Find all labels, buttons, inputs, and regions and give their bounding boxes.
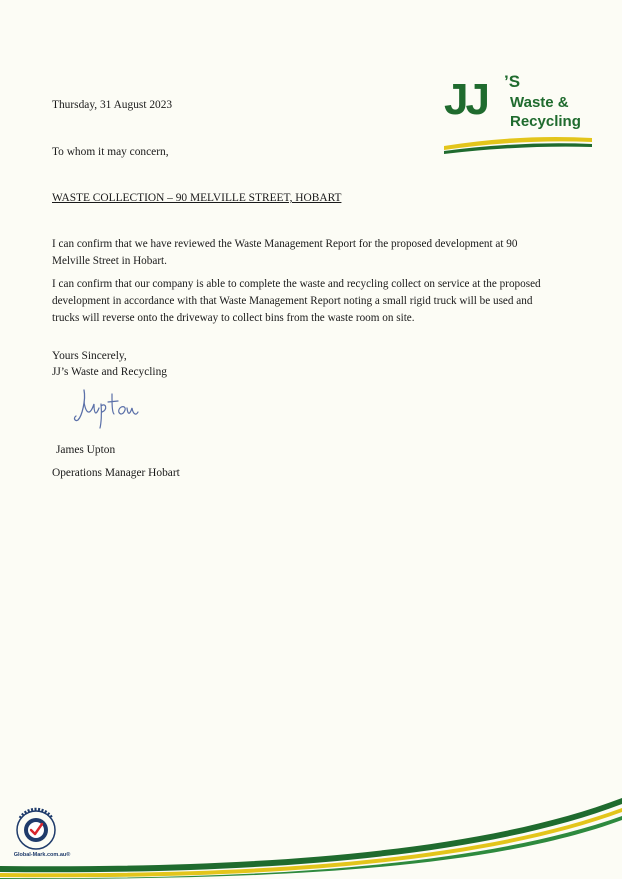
signer-name: James Upton bbox=[56, 444, 116, 456]
paragraph-1: I can confirm that we have reviewed the Waste Management Report for the proposed development at 90 Melville Street in Hobart. bbox=[52, 238, 518, 267]
logo-apostrophe: ’S bbox=[504, 72, 521, 91]
certification-badge bbox=[8, 802, 72, 864]
logo-line-2: Recycling bbox=[510, 113, 581, 130]
footer-swoosh bbox=[0, 790, 622, 879]
salutation: To whom it may concern, bbox=[52, 146, 169, 158]
certification-website: Global-Mark.com.au® bbox=[13, 852, 71, 858]
paragraph-2: I can confirm that our company is able to complete the waste and recycling collect on service at the proposed development in accordance with that Waste Management Report noting a small rigid truck will be used and trucks will reverse onto the driveway to collect bins from the waste room on site. bbox=[52, 278, 541, 324]
subject-line: WASTE COLLECTION – 90 MELVILLE STREET, HOBART bbox=[52, 192, 342, 204]
logo-mark: JJ bbox=[444, 75, 487, 124]
letter-date: Thursday, 31 August 2023 bbox=[52, 99, 173, 111]
signature bbox=[70, 386, 142, 430]
certification-seal-icon bbox=[8, 802, 72, 852]
logo-line-1: Waste & bbox=[510, 94, 569, 111]
company-logo bbox=[440, 70, 596, 156]
logo-stripes bbox=[440, 132, 596, 154]
closing: Yours Sincerely, bbox=[52, 350, 127, 362]
signer-title: Operations Manager Hobart bbox=[52, 467, 180, 479]
company-name: JJ’s Waste and Recycling bbox=[52, 366, 167, 378]
